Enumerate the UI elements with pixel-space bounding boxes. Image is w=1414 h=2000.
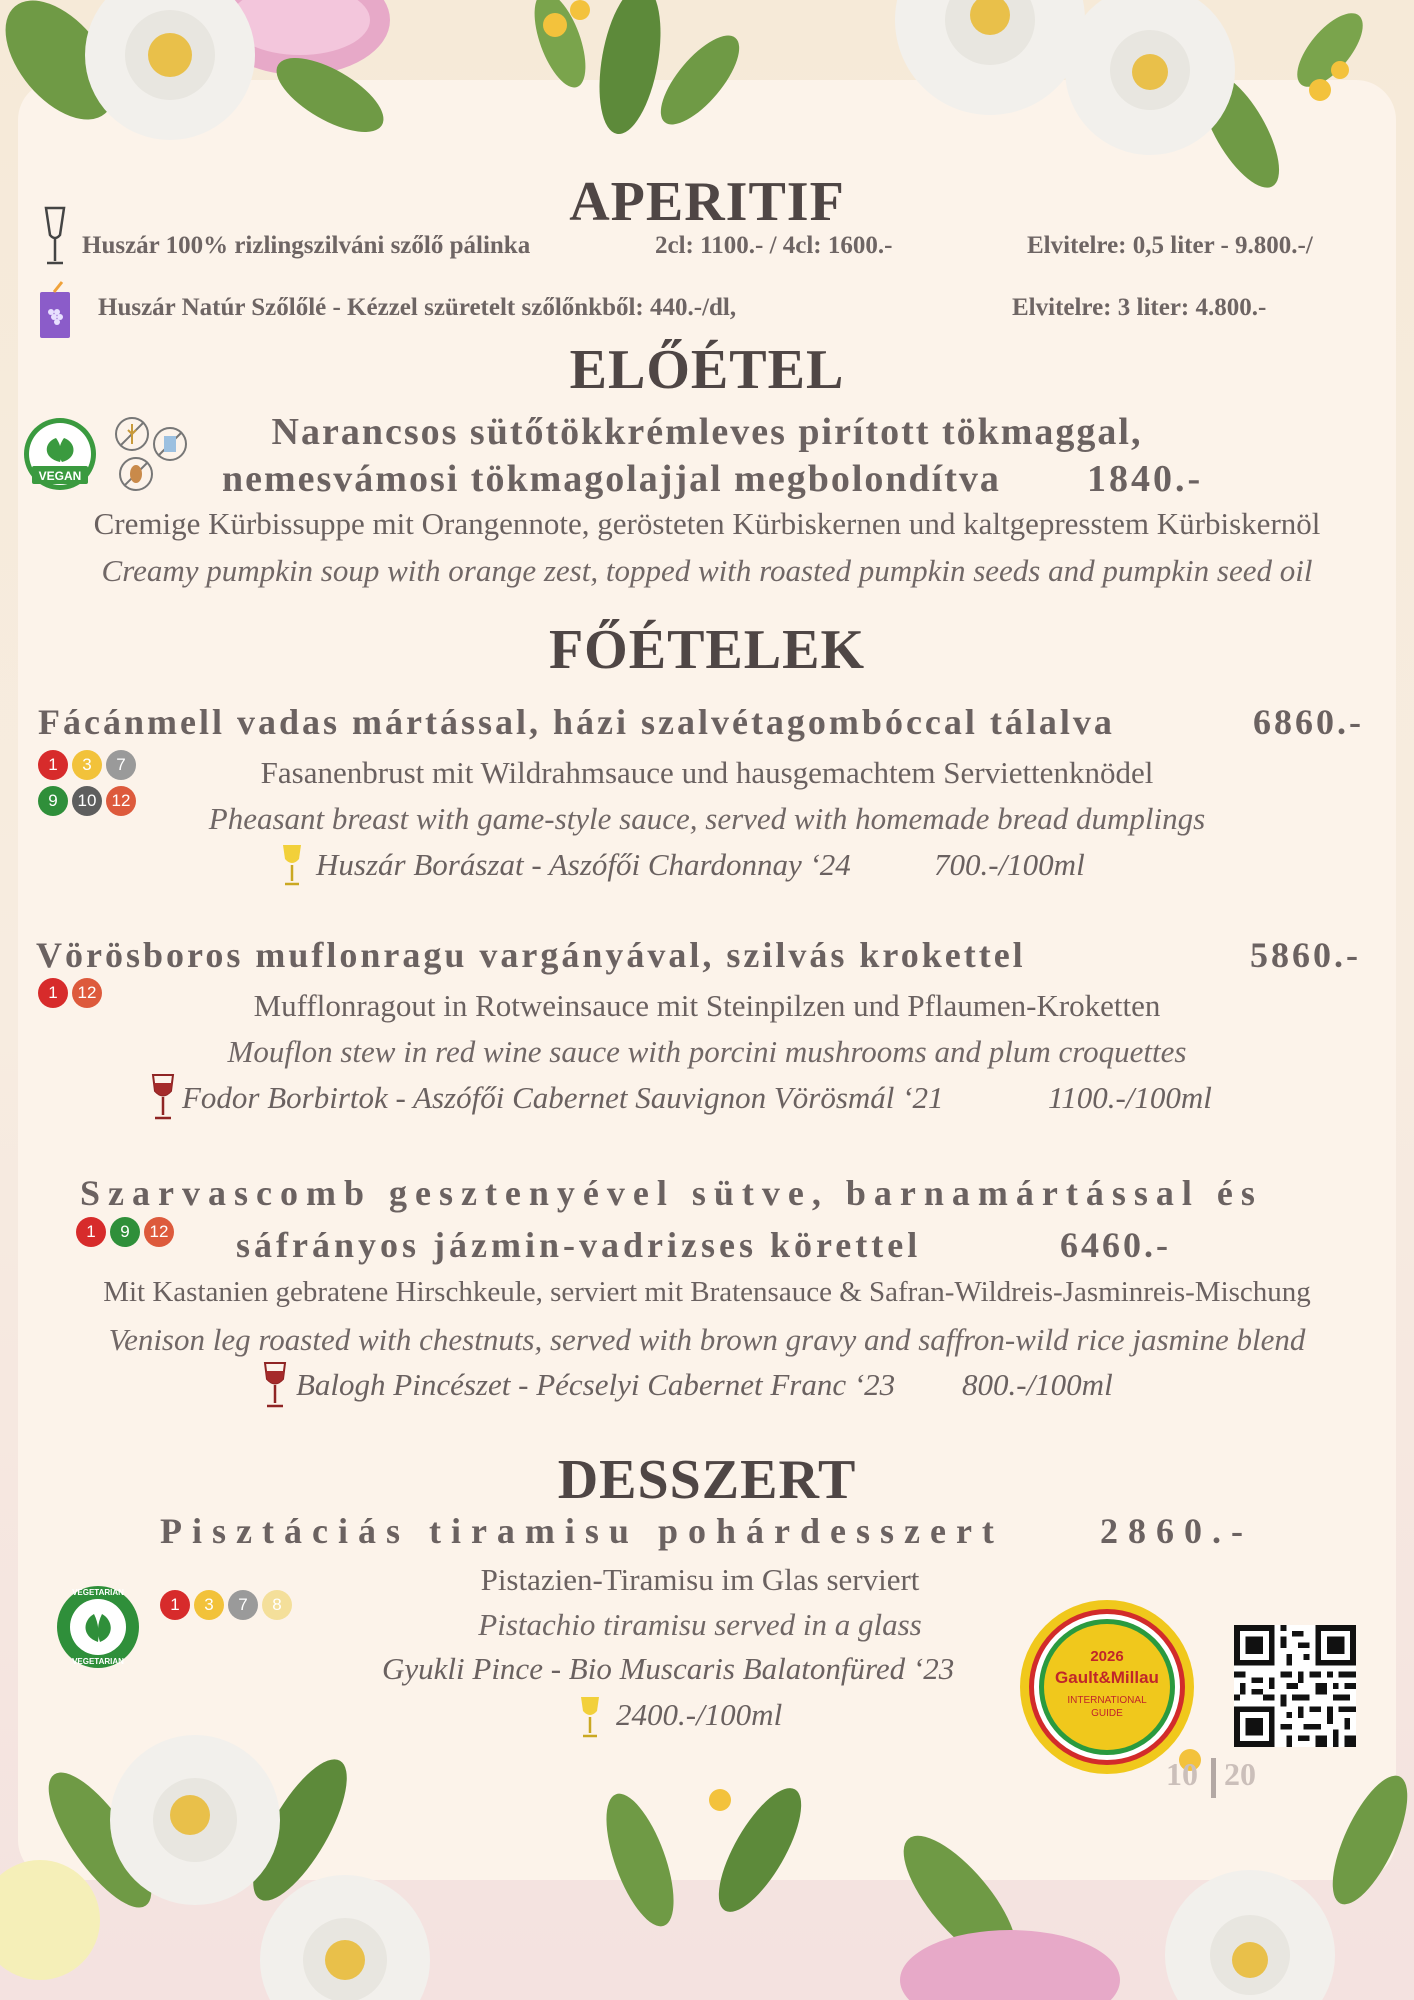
section-title-mains: FŐÉTELEK: [548, 619, 866, 681]
aperitif-item-name: Huszár 100% rizlingszilváni szőlő pálinka: [82, 232, 531, 259]
vegetarian-badge-label-bottom: VEGETARIAN: [72, 1657, 124, 1666]
dessert-description-de: Pistazien-Tiramisu im Glas serviert: [480, 1562, 920, 1597]
dish-price: 6460.-: [1060, 1225, 1171, 1265]
floral-decoration-bottom: [0, 1720, 1414, 2000]
qr-code[interactable]: [1234, 1625, 1356, 1747]
dessert-name: Pisztáciás tiramisu pohárdesszert: [160, 1511, 1004, 1551]
page-current: 10: [1166, 1756, 1198, 1792]
award-brand: Gault&Millau: [1055, 1668, 1159, 1687]
wine-pairing: Gyukli Pince - Bio Muscaris Balatonfüred ‘23: [382, 1651, 955, 1686]
starter-price: 1840.-: [1087, 458, 1204, 500]
white-wine-glass-icon: [578, 1695, 602, 1739]
dish-description-de: Mit Kastanien gebratene Hirschkeule, serviert mit Bratensauce & Safran-Wildreis-Jasminreis-Mischung: [103, 1276, 1311, 1308]
allergen-badge: 1: [38, 750, 68, 780]
allergen-badge: 1: [38, 978, 68, 1008]
page-total: 20: [1224, 1756, 1256, 1792]
aperitif-item-price: 2cl: 1100.- / 4cl: 1600.-: [655, 232, 893, 259]
allergen-badge: 10: [72, 786, 102, 816]
award-line2: GUIDE: [1091, 1708, 1123, 1719]
allergen-badge: 8: [262, 1590, 292, 1620]
dish-name: Vörösboros muflonragu vargányával, szilvás krokettel: [36, 935, 1026, 975]
wine-pairing: Balogh Pincészet - Pécselyi Cabernet Franc ‘23: [296, 1367, 896, 1402]
starter-description-en: Creamy pumpkin soup with orange zest, topped with roasted pumpkin seeds and pumpkin seed oil: [101, 553, 1313, 588]
allergen-badge: 9: [38, 786, 68, 816]
allergen-badge: 3: [194, 1590, 224, 1620]
section-title-aperitif: APERITIF: [569, 171, 845, 233]
dessert-description-en: Pistachio tiramisu served in a glass: [478, 1607, 922, 1642]
dish-description-de: Mufflonragout in Rotweinsauce mit Steinpilzen und Pflaumen-Kroketten: [253, 988, 1161, 1023]
aperitif-item-takeaway: Elvitelre: 0,5 liter - 9.800.-/: [1027, 232, 1313, 259]
wine-pairing: Fodor Borbirtok - Aszófői Cabernet Sauvignon Vörösmál ‘21: [182, 1080, 944, 1115]
dish-name-line2: sáfrányos jázmin-vadrizses körettel: [236, 1225, 922, 1265]
wine-pairing: Huszár Borászat - Aszófői Chardonnay ‘24: [316, 847, 851, 882]
section-title-dessert: DESSZERT: [557, 1449, 857, 1511]
allergen-badge: 7: [228, 1590, 258, 1620]
allergen-badge: 12: [144, 1217, 174, 1247]
dish-description-en: Pheasant breast with game-style sauce, served with homemade bread dumplings: [208, 801, 1206, 836]
wine-price: 2400.-/100ml: [616, 1697, 783, 1732]
starter-name-line2: nemesvámosi tökmagolajjal megbolondítva: [222, 458, 1001, 500]
vegan-badge-label: VEGAN: [38, 469, 82, 483]
section-title-starter: ELŐÉTEL: [569, 339, 845, 401]
allergen-badge: 1: [76, 1217, 106, 1247]
red-wine-glass-icon: [150, 1073, 176, 1121]
allergen-badge: 7: [106, 750, 136, 780]
aperitif-item-name: Huszár Natúr Szőlőlé - Kézzel szüretelt szőlőnkből: 440.-/dl,: [98, 294, 737, 321]
allergen-badge: 12: [72, 978, 102, 1008]
allergen-badge: 12: [106, 786, 136, 816]
glass-icon: [38, 205, 72, 267]
red-wine-glass-icon: [262, 1361, 288, 1409]
wine-price: 700.-/100ml: [934, 847, 1085, 882]
allergen-badge: 1: [160, 1590, 190, 1620]
dessert-price: 2860.-: [1100, 1511, 1253, 1551]
dish-description-en: Venison leg roasted with chestnuts, served with brown gravy and saffron-wild rice jasmine blend: [108, 1322, 1306, 1357]
wine-price: 800.-/100ml: [962, 1367, 1113, 1402]
allergen-badge: 9: [110, 1217, 140, 1247]
dish-name: Fácánmell vadas mártással, házi szalvétagombóccal tálalva: [38, 702, 1115, 742]
wine-price: 1100.-/100ml: [1048, 1080, 1212, 1115]
juice-box-icon: [36, 280, 76, 340]
dish-price: 5860.-: [1250, 935, 1361, 975]
award-year: 2026: [1090, 1648, 1124, 1665]
allergen-badges: [76, 1217, 178, 1247]
white-wine-glass-icon: [280, 843, 304, 887]
allergen-badge: 3: [72, 750, 102, 780]
award-line1: INTERNATIONAL: [1067, 1695, 1147, 1706]
starter-name-line1: Narancsos sütőtökkrémleves pirított tökmaggal,: [271, 411, 1143, 453]
dish-description-en: Mouflon stew in red wine sauce with porcini mushrooms and plum croquettes: [227, 1034, 1187, 1069]
dish-price: 6860.-: [1253, 702, 1364, 742]
page-separator: [1211, 1758, 1216, 1798]
dish-name-line1: Szarvascomb gesztenyével sütve, barnamártással és: [80, 1173, 1263, 1213]
dish-description-de: Fasanenbrust mit Wildrahmsauce und hausgemachtem Serviettenknödel: [260, 755, 1154, 790]
aperitif-item-takeaway: Elvitelre: 3 liter: 4.800.-: [1012, 294, 1267, 321]
vegetarian-badge-label-top: VEGETARIAN: [72, 1588, 124, 1597]
starter-description-de: Cremige Kürbissuppe mit Orangennote, gerösteten Kürbiskernen und kaltgepresstem Kürbiskernöl: [93, 506, 1321, 541]
